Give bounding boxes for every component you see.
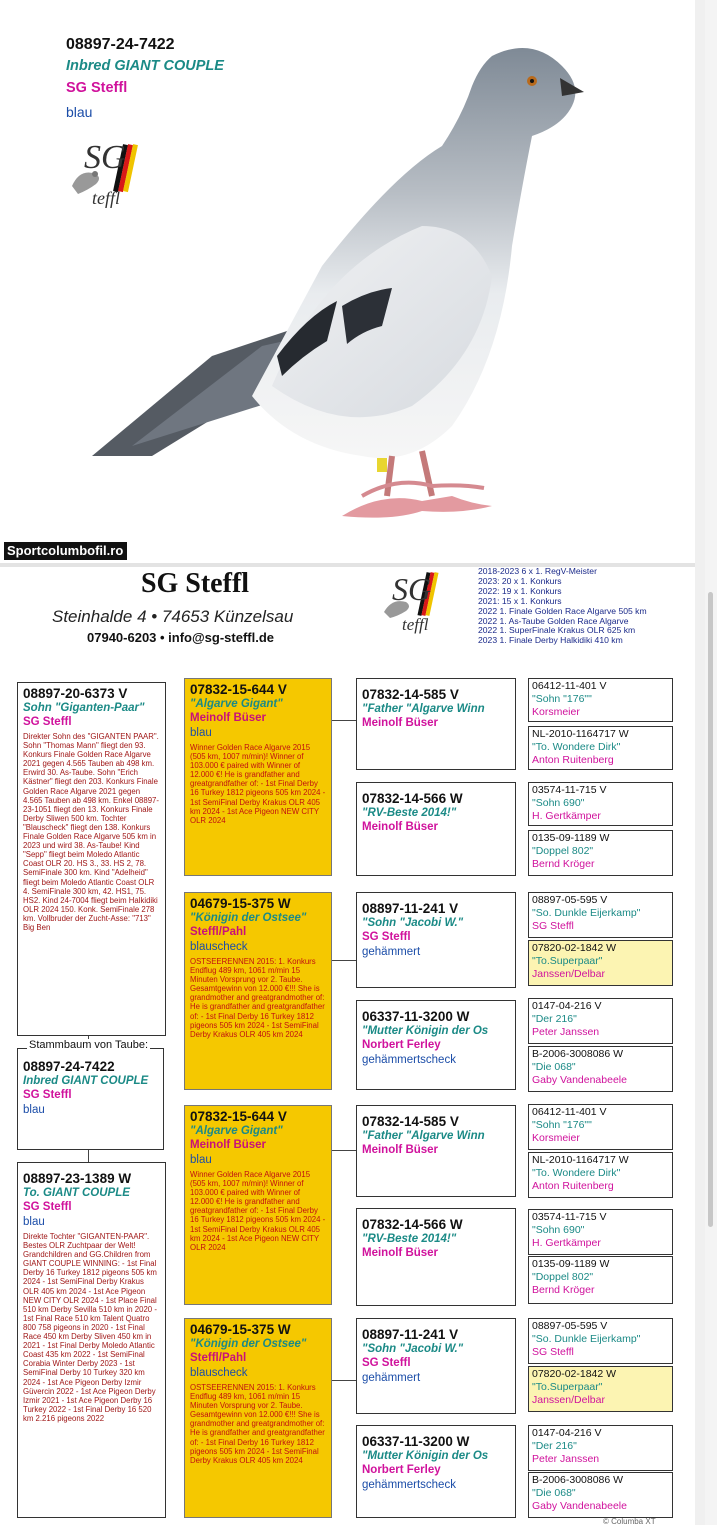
connector-line (332, 720, 356, 721)
pigeon-name: "Sohn 690" (532, 1224, 585, 1236)
pigeon-owner: H. Gertkämper (532, 1237, 601, 1249)
pigeon-owner: SG Steffl (532, 1346, 574, 1358)
pigeon-id: 06337-11-3200 W (362, 1009, 470, 1024)
pigeon-name: "Sohn "Jacobi W." (362, 1343, 464, 1355)
grandfather-paternal-card[interactable] (184, 678, 332, 876)
ancestor-card[interactable] (528, 998, 673, 1044)
pigeon-id: 07832-14-585 V (362, 687, 459, 702)
great-grandparent-card[interactable] (356, 782, 516, 876)
pigeon-id: 08897-05-595 V (532, 1320, 608, 1332)
scrollbar-thumb[interactable] (708, 592, 713, 1227)
pigeon-owner: SG Steffl (23, 1089, 72, 1101)
pigeon-color: gehämmertscheck (362, 1479, 456, 1491)
pigeon-id: 08897-24-7422 (23, 1059, 115, 1074)
ancestor-card[interactable] (528, 782, 673, 826)
ancestor-card[interactable] (528, 830, 673, 876)
pigeon-owner: Bernd Kröger (532, 1284, 595, 1296)
pigeon-id: 08897-11-241 V (362, 901, 459, 916)
pigeon-owner: SG Steffl (362, 931, 411, 943)
pigeon-id: 04679-15-375 W (190, 1322, 291, 1337)
svg-text:SG: SG (84, 139, 126, 176)
pigeon-name: "Sohn 690" (532, 797, 585, 809)
pigeon-name: "To. Wondere Dirk" (532, 741, 621, 753)
pigeon-id: 07832-15-644 V (190, 1109, 287, 1124)
pigeon-id: 03574-11-715 V (532, 1211, 607, 1223)
pigeon-id: 0147-04-216 V (532, 1000, 602, 1012)
pigeon-owner: SG Steffl (532, 920, 574, 932)
subject-card[interactable] (17, 1048, 164, 1150)
pigeon-color: blau (23, 1216, 45, 1228)
pigeon-id: 07820-02-1842 W (532, 942, 617, 954)
pigeon-id: NL-2010-1164717 W (532, 1154, 629, 1166)
pigeon-name: "Doppel 802" (532, 1271, 594, 1283)
pigeon-name: "To.Superpaar" (532, 955, 603, 967)
ancestor-card[interactable] (528, 1256, 673, 1304)
pigeon-color: blauscheck (190, 1367, 248, 1379)
pigeon-name: "Father "Algarve Winn (362, 703, 485, 715)
pigeon-name: Inbred GIANT COUPLE (23, 1075, 149, 1087)
pigeon-owner: Gaby Vandenabeele (532, 1500, 627, 1512)
pigeon-id: 0135-09-1189 W (532, 832, 610, 844)
pigeon-owner: Janssen/Delbar (532, 1394, 605, 1406)
pigeon-id: 07832-14-566 W (362, 1217, 463, 1232)
pigeon-owner: H. Gertkämper (532, 810, 601, 822)
pigeon-id: 08897-23-1389 W (23, 1171, 132, 1186)
grandmother-maternal-card[interactable] (184, 1318, 332, 1518)
pigeon-id: 04679-15-375 W (190, 896, 291, 911)
pigeon-color: gehämmertscheck (362, 1054, 456, 1066)
pigeon-id: 06337-11-3200 W (362, 1434, 470, 1449)
pigeon-name: "To.Superpaar" (532, 1381, 603, 1393)
pigeon-color: gehämmert (362, 946, 421, 958)
pigeon-owner: Peter Janssen (532, 1453, 600, 1465)
pigeon-owner: SG Steffl (23, 1201, 72, 1213)
pigeon-color: blau (23, 1104, 45, 1116)
achievement-item: 2021: 15 x 1. Konkurs (478, 595, 562, 606)
great-grandparent-card[interactable] (356, 1425, 516, 1518)
pigeon-notes: Winner Golden Race Algarve 2015 (505 km, 1007 m/min)! Winner of 103.000 € paired with Winner of 12.000 €! He is grandfather and greatgrandfather of: - 1st Final Derby 16 Turkey 1812 pigeons 505 km 2024 - 1st SemiFinal Derby Krakus OLR 405 km 2024 - 1st Ace Pigeon NEW CITY OLR 2024 (190, 1170, 326, 1252)
pigeon-owner: Anton Ruitenberg (532, 1180, 614, 1192)
pigeon-notes: Direkter Sohn des "GIGANTEN PAAR". Sohn "Thomas Mann" fliegt den 93. Konkurs Finale Golden Race Algarve 2021 gegen 4.565 Tauben ab 498 km. Erwird 30. As-Taube. Sohn "Erich Kästner" fliegt den 203. Konkurs Finale Golden Race Algarve 2021 gegen 4.565 Tauben ab 498 km. Enkel 08897-23-1051 fliegt den 13. Konkurs Finale Derby Sliwen 500 km. Tochter "Blauscheck" fliegt den 138. Konkurs Finale Golden Race Algarve 505 km in 2023 und wird 38. As-Taube! Kind "Sepp" fliegt beim Moledo Atlantic Coast OLR 20. HS 3., 33. HS 2, 78. SemiFinale 300 km. Kind "Adelheid" fliegt beim Moledo Atlantic Coast OLR 4. SemiFinale 300 km, 42. HS1, 75. HS2. Kind 24-7004 fliegt beim Halkidiki OLR 2024 150. Konk. SemiFinale 278 km. Vollbruder der Zucht-Asse: "713" Big Ben (23, 732, 159, 932)
pigeon-owner: Meinolf Büser (190, 712, 267, 724)
pigeon-owner: SG Steffl (362, 1357, 411, 1369)
photo-pigeon-color: blau (66, 104, 93, 120)
achievement-item: 2018-2023 6 x 1. RegV-Meister (478, 566, 597, 576)
achievement-item: 2022 1. As-Taube Golden Race Algarve (478, 615, 629, 626)
copyright-text: © Columba XT (603, 1517, 656, 1525)
great-grandparent-card[interactable] (356, 1000, 516, 1090)
connector-line (332, 1380, 356, 1381)
ancestor-card[interactable] (528, 1152, 673, 1198)
pigeon-id: B-2006-3008086 W (532, 1474, 624, 1486)
svg-text:teffl: teffl (92, 188, 120, 208)
svg-text:teffl: teffl (402, 615, 429, 634)
pigeon-name: "Der 216" (532, 1440, 577, 1452)
pigeon-owner: Bernd Kröger (532, 858, 595, 870)
pigeon-name: "Sohn "Jacobi W." (362, 917, 464, 929)
pigeon-color: blau (190, 727, 212, 739)
ancestor-card[interactable] (528, 1425, 673, 1471)
pigeon-owner: Gaby Vandenabeele (532, 1074, 627, 1086)
pigeon-id: 07820-02-1842 W (532, 1368, 617, 1380)
pigeon-owner: Steffl/Pahl (190, 926, 247, 938)
ancestor-card[interactable] (528, 678, 673, 722)
pigeon-id: 06412-11-401 V (532, 680, 607, 692)
pigeon-owner: Janssen/Delbar (532, 968, 605, 980)
pigeon-color: blau (190, 1154, 212, 1166)
pigeon-owner: Korsmeier (532, 1132, 580, 1144)
pigeon-id: 08897-05-595 V (532, 894, 608, 906)
pigeon-name: "Father "Algarve Winn (362, 1130, 485, 1142)
pigeon-owner: Peter Janssen (532, 1026, 600, 1038)
pigeon-owner: SG Steffl (23, 716, 72, 728)
pigeon-color: blauscheck (190, 941, 248, 953)
ancestor-card[interactable] (528, 1366, 673, 1412)
great-grandparent-card[interactable] (356, 1208, 516, 1306)
breeder-contact: 07940-6203 • info@sg-steffl.de (87, 630, 275, 645)
pigeon-name: "Der 216" (532, 1013, 577, 1025)
achievements-list (478, 567, 647, 646)
pigeon-notes: OSTSEERENNEN 2015: 1. Konkurs Endflug 489 km, 1061 m/min 15 Minuten Vorsprung vor 2. Taube. Gesamtgewinn von 12.000 €!!! She is grandmother and greatgrandmother of: He is grandfather and greatgrandfather of: - 1st Final Derby 16 Turkey 1812 pigeons 505 km 2024 - 1st SemiFinal Derby Krakus OLR 405 km 2024 (190, 957, 325, 1039)
pigeon-notes: OSTSEERENNEN 2015: 1. Konkurs Endflug 489 km, 1061 m/min 15 Minuten Vorsprung vor 2. Taube. Gesamtgewinn von 12.000 €!!! She is grandmother and greatgrandmother of: He is grandfather and greatgrandfather of: - 1st Final Derby 16 Turkey 1812 pigeons 505 km 2024 - 1st SemiFinal Derby Krakus OLR 405 km 2024 (190, 1383, 325, 1465)
site-watermark-banner: Sportcolumbofil.ro (4, 542, 127, 560)
pigeon-name: "Königin der Ostsee" (190, 1338, 307, 1350)
pigeon-id: B-2006-3008086 W (532, 1048, 624, 1060)
pigeon-owner: Norbert Ferley (362, 1464, 441, 1476)
pigeon-name: "Die 068" (532, 1061, 576, 1073)
pigeon-owner: Meinolf Büser (190, 1139, 267, 1151)
pigeon-name: "Algarve Gigant" (190, 698, 283, 710)
pigeon-name: "Königin der Ostsee" (190, 912, 307, 924)
pigeon-owner: Steffl/Pahl (190, 1352, 247, 1364)
pigeon-name: "Mutter Königin der Os (362, 1025, 489, 1037)
photo-pigeon-name: Inbred GIANT COUPLE (66, 58, 224, 74)
great-grandparent-card[interactable] (356, 892, 516, 988)
achievement-item: 2023: 20 x 1. Konkurs (478, 575, 562, 586)
pigeon-id: 07832-14-585 V (362, 1114, 459, 1129)
grandmother-paternal-card[interactable] (184, 892, 332, 1090)
pigeon-name: "RV-Beste 2014!" (362, 1233, 457, 1245)
breeder-address: Steinhalde 4 • 74653 Künzelsau (52, 607, 294, 626)
pigeon-color: gehämmert (362, 1372, 421, 1384)
pigeon-owner: Korsmeier (532, 706, 580, 718)
pigeon-name: "RV-Beste 2014!" (362, 807, 457, 819)
achievement-item: 2023 1. Finale Derby Halkidiki 410 km (478, 635, 623, 646)
mother-card[interactable] (17, 1162, 166, 1518)
sg-steffl-logo-icon (378, 570, 458, 636)
ancestor-card[interactable] (528, 1209, 673, 1255)
pigeon-id: 07832-14-566 W (362, 791, 463, 806)
pigeon-name: "So. Dunkle Eijerkamp" (532, 907, 641, 919)
ancestor-card[interactable] (528, 1046, 673, 1092)
ancestor-card[interactable] (528, 892, 673, 938)
pigeon-id: 07832-15-644 V (190, 682, 287, 697)
svg-text:SG: SG (392, 571, 432, 607)
pigeon-name: "Sohn "176"" (532, 693, 592, 705)
pigeon-owner: Anton Ruitenberg (532, 754, 614, 766)
pigeon-name: "Algarve Gigant" (190, 1125, 283, 1137)
pigeon-owner: Norbert Ferley (362, 1039, 441, 1051)
pigeon-owner: Meinolf Büser (362, 1247, 439, 1259)
ancestor-card[interactable] (528, 1318, 673, 1364)
pigeon-photo (92, 26, 592, 536)
pigeon-id: 0147-04-216 V (532, 1427, 602, 1439)
achievement-item: 2022: 19 x 1. Konkurs (478, 585, 562, 596)
pigeon-name: "Mutter Königin der Os (362, 1450, 489, 1462)
pigeon-notes: Winner Golden Race Algarve 2015 (505 km, 1007 m/min)! Winner of 103.000 € paired with Winner of 12.000 €! He is grandfather and greatgrandfather of: - 1st Final Derby 16 Turkey 1812 pigeons 505 km 2024 - 1st SemiFinal Derby Krakus OLR 405 km 2024 - 1st Ace Pigeon NEW CITY OLR 2024 (190, 743, 326, 825)
breeder-title: SG Steffl (140, 568, 250, 599)
pigeon-name: "Doppel 802" (532, 845, 594, 857)
photo-pigeon-owner: SG Steffl (66, 80, 128, 96)
connector-line (332, 1150, 356, 1151)
pigeon-notes: Direkte Tochter "GIGANTEN-PAAR". Bestes OLR Zuchtpaar der Welt! Grandchildren and GG.Children from GIANT COUPLE WINNING: - 1st Final Derby 16 Turkey 1812 pigeons 505 km 2024 - 1st SemiFinal Derby Krakus OLR 405 km 2024 - 1st Ace Pigeon NEW CITY OLR 2024 - 1st Place Final 510 km Derby Sevilla 510 km in 2020 - 1st Final Race 510 km Talent Quatro 800 758 pigeons in 2020 - 1st Final Race 450 km Derby Sliven 450 km in 2021 - 1st Final Derby Moledo Atlantic Coast 435 km 2022 - 1st SemiFinal Corabia Winter Derby 2023 - 1st SemiFinal Derby 10 Turkey 320 km 2024 - 1st Ace Pigeon Derby Izmir Güvercin 2022 - 1st Ace Pigeon Derby Izmir 2021 - 1st Ace Pigeon Derby 16 Turkey 2022 - 1st Final Derby 16 520 km 2.216 pigeons 2022 (23, 1232, 157, 1423)
grandfather-maternal-card[interactable] (184, 1105, 332, 1305)
pigeon-id: 08897-11-241 V (362, 1327, 459, 1342)
great-grandparent-card[interactable] (356, 1318, 516, 1414)
pigeon-id: 0135-09-1189 W (532, 1258, 610, 1270)
ancestor-card[interactable] (528, 1472, 673, 1518)
pigeon-name: "Sohn "176"" (532, 1119, 592, 1131)
achievement-item: 2022 1. SuperFinale Krakus OLR 625 km (478, 625, 636, 636)
pigeon-name: "So. Dunkle Eijerkamp" (532, 1333, 641, 1345)
ancestor-card[interactable] (528, 940, 673, 986)
achievement-item: 2022 1. Finale Golden Race Algarve 505 km (478, 605, 647, 616)
pigeon-id: 06412-11-401 V (532, 1106, 607, 1118)
pigeon-id: NL-2010-1164717 W (532, 728, 629, 740)
stammbaum-label: Stammbaum von Taube: (29, 1039, 149, 1051)
connector-line (332, 960, 356, 961)
great-grandparent-card[interactable] (356, 1105, 516, 1197)
ancestor-card[interactable] (528, 726, 673, 770)
great-grandparent-card[interactable] (356, 678, 516, 770)
pigeon-name: "To. Wondere Dirk" (532, 1167, 621, 1179)
pigeon-name: Sohn "Giganten-Paar" (23, 702, 145, 714)
pigeon-owner: Meinolf Büser (362, 717, 439, 729)
pigeon-id: 03574-11-715 V (532, 784, 607, 796)
father-card[interactable] (17, 682, 166, 1036)
ancestor-card[interactable] (528, 1104, 673, 1150)
pigeon-name: To. GIANT COUPLE (23, 1187, 130, 1199)
pigeon-id: 08897-20-6373 V (23, 686, 128, 701)
pigeon-name: "Die 068" (532, 1487, 576, 1499)
pigeon-owner: Meinolf Büser (362, 821, 439, 833)
photo-pigeon-id: 08897-24-7422 (66, 36, 175, 53)
pigeon-owner: Meinolf Büser (362, 1144, 439, 1156)
